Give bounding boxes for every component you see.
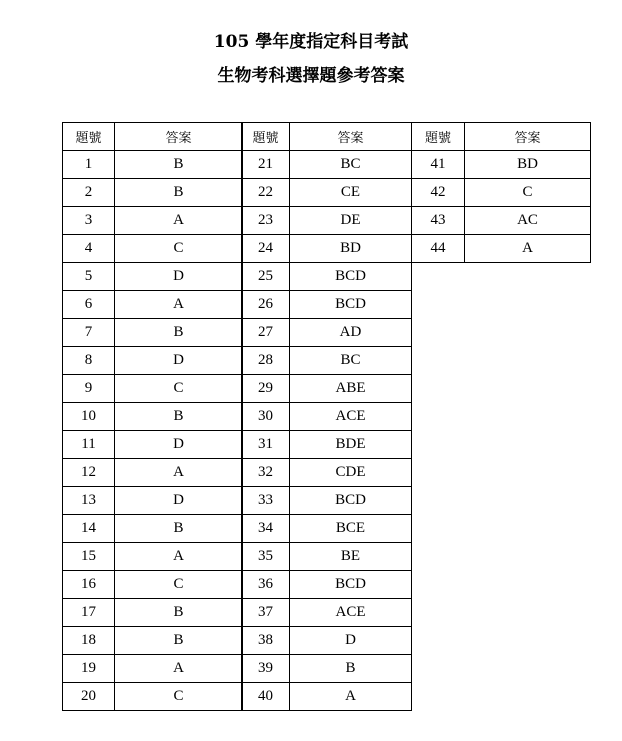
table-row: [242, 515, 412, 543]
answer-cell: C: [115, 375, 243, 403]
question-number-cell: 20: [63, 683, 115, 711]
answer-cell: B: [115, 599, 243, 627]
answer-cell: D: [115, 263, 243, 291]
answer-cell: B: [115, 151, 243, 179]
answer-cell: A: [465, 235, 591, 263]
question-number-cell: 19: [63, 655, 115, 683]
question-number-cell: 11: [63, 431, 115, 459]
question-number-cell: 9: [63, 375, 115, 403]
question-number-cell: 36: [242, 571, 290, 599]
table-row: [63, 543, 243, 571]
answer-cell: BCD: [290, 291, 412, 319]
table-row: [63, 599, 243, 627]
question-number-cell: 43: [412, 207, 465, 235]
answer-cell: A: [115, 459, 243, 487]
table-row: [63, 403, 243, 431]
answer-cell: B: [115, 403, 243, 431]
answer-cell: AD: [290, 319, 412, 347]
table-row: [63, 375, 243, 403]
question-number-cell: 23: [242, 207, 290, 235]
answer-cell: A: [115, 291, 243, 319]
table-row: [63, 515, 243, 543]
table-row: [63, 263, 243, 291]
table-row: [242, 403, 412, 431]
answer-cell: BC: [290, 151, 412, 179]
answer-cell: C: [465, 179, 591, 207]
answer-table-2: [241, 122, 412, 711]
table-row: [242, 207, 412, 235]
header-answer: 答案: [465, 123, 591, 151]
question-number-cell: 33: [242, 487, 290, 515]
question-number-cell: 35: [242, 543, 290, 571]
table-header-row: [242, 123, 412, 151]
table-row: [242, 655, 412, 683]
answer-cell: D: [115, 347, 243, 375]
table-row: [63, 683, 243, 711]
table-row: [242, 571, 412, 599]
question-number-cell: 37: [242, 599, 290, 627]
question-number-cell: 27: [242, 319, 290, 347]
question-number-cell: 15: [63, 543, 115, 571]
answer-cell: BCD: [290, 571, 412, 599]
header-answer: 答案: [290, 123, 412, 151]
question-number-cell: 39: [242, 655, 290, 683]
table-row: [412, 207, 591, 235]
table-row: [63, 431, 243, 459]
answer-cell: B: [115, 627, 243, 655]
question-number-cell: 42: [412, 179, 465, 207]
question-number-cell: 10: [63, 403, 115, 431]
question-number-cell: 13: [63, 487, 115, 515]
question-number-cell: 38: [242, 627, 290, 655]
header-question-number: 題號: [242, 123, 290, 151]
question-number-cell: 18: [63, 627, 115, 655]
answer-cell: D: [115, 487, 243, 515]
table-row: [242, 487, 412, 515]
table-row: [242, 431, 412, 459]
table-row: [242, 543, 412, 571]
table-row: [63, 151, 243, 179]
table-row: [63, 627, 243, 655]
question-number-cell: 14: [63, 515, 115, 543]
question-number-cell: 6: [63, 291, 115, 319]
answer-cell: B: [115, 319, 243, 347]
table-row: [242, 459, 412, 487]
answer-cell: ACE: [290, 599, 412, 627]
answer-cell: CDE: [290, 459, 412, 487]
answer-cell: BCE: [290, 515, 412, 543]
answer-cell: C: [115, 683, 243, 711]
question-number-cell: 4: [63, 235, 115, 263]
question-number-cell: 31: [242, 431, 290, 459]
answer-table-1: [62, 122, 243, 711]
table-header-row: [412, 123, 591, 151]
table-row: [412, 235, 591, 263]
table-row: [63, 207, 243, 235]
question-number-cell: 32: [242, 459, 290, 487]
answer-table-3: [411, 122, 591, 263]
answer-cell: AC: [465, 207, 591, 235]
question-number-cell: 21: [242, 151, 290, 179]
question-number-cell: 22: [242, 179, 290, 207]
table-row: [63, 291, 243, 319]
answer-cell: C: [115, 235, 243, 263]
question-number-cell: 2: [63, 179, 115, 207]
answer-cell: D: [115, 431, 243, 459]
table-row: [63, 319, 243, 347]
answer-cell: ACE: [290, 403, 412, 431]
question-number-cell: 40: [242, 683, 290, 711]
header-answer: 答案: [115, 123, 243, 151]
question-number-cell: 3: [63, 207, 115, 235]
answer-cell: BD: [465, 151, 591, 179]
header-question-number: 題號: [63, 123, 115, 151]
question-number-cell: 7: [63, 319, 115, 347]
answer-cell: BC: [290, 347, 412, 375]
table-row: [63, 235, 243, 263]
question-number-cell: 34: [242, 515, 290, 543]
answer-cell: BD: [290, 235, 412, 263]
table-row: [242, 263, 412, 291]
header-question-number: 題號: [412, 123, 465, 151]
answer-cell: BDE: [290, 431, 412, 459]
table-row: [242, 347, 412, 375]
table-row: [242, 291, 412, 319]
question-number-cell: 12: [63, 459, 115, 487]
table-row: [242, 683, 412, 711]
table-row: [63, 459, 243, 487]
table-row: [242, 235, 412, 263]
table-row: [242, 599, 412, 627]
table-row: [412, 179, 591, 207]
question-number-cell: 26: [242, 291, 290, 319]
answer-cell: B: [290, 655, 412, 683]
question-number-cell: 44: [412, 235, 465, 263]
question-number-cell: 30: [242, 403, 290, 431]
table-row: [63, 655, 243, 683]
table-row: [242, 319, 412, 347]
table-row: [412, 151, 591, 179]
answer-cell: A: [290, 683, 412, 711]
table-row: [63, 571, 243, 599]
table-row: [242, 179, 412, 207]
answer-cell: D: [290, 627, 412, 655]
document-title: 105 學年度指定科目考試: [213, 32, 409, 52]
question-number-cell: 41: [412, 151, 465, 179]
answer-cell: DE: [290, 207, 412, 235]
answer-cell: CE: [290, 179, 412, 207]
question-number-cell: 28: [242, 347, 290, 375]
question-number-cell: 24: [242, 235, 290, 263]
answer-cell: B: [115, 515, 243, 543]
table-row: [242, 151, 412, 179]
answer-cell: B: [115, 179, 243, 207]
question-number-cell: 29: [242, 375, 290, 403]
question-number-cell: 25: [242, 263, 290, 291]
table-header-row: [63, 123, 243, 151]
answer-cell: C: [115, 571, 243, 599]
question-number-cell: 1: [63, 151, 115, 179]
question-number-cell: 5: [63, 263, 115, 291]
table-row: [63, 179, 243, 207]
table-row: [242, 627, 412, 655]
answer-cell: A: [115, 207, 243, 235]
question-number-cell: 16: [63, 571, 115, 599]
answer-cell: A: [115, 655, 243, 683]
answer-cell: BCD: [290, 487, 412, 515]
table-row: [63, 347, 243, 375]
answer-cell: ABE: [290, 375, 412, 403]
answer-cell: BE: [290, 543, 412, 571]
question-number-cell: 17: [63, 599, 115, 627]
document-subtitle: 生物考科選擇題參考答案: [217, 66, 405, 86]
table-row: [63, 487, 243, 515]
table-row: [242, 375, 412, 403]
question-number-cell: 8: [63, 347, 115, 375]
answer-cell: BCD: [290, 263, 412, 291]
answer-cell: A: [115, 543, 243, 571]
